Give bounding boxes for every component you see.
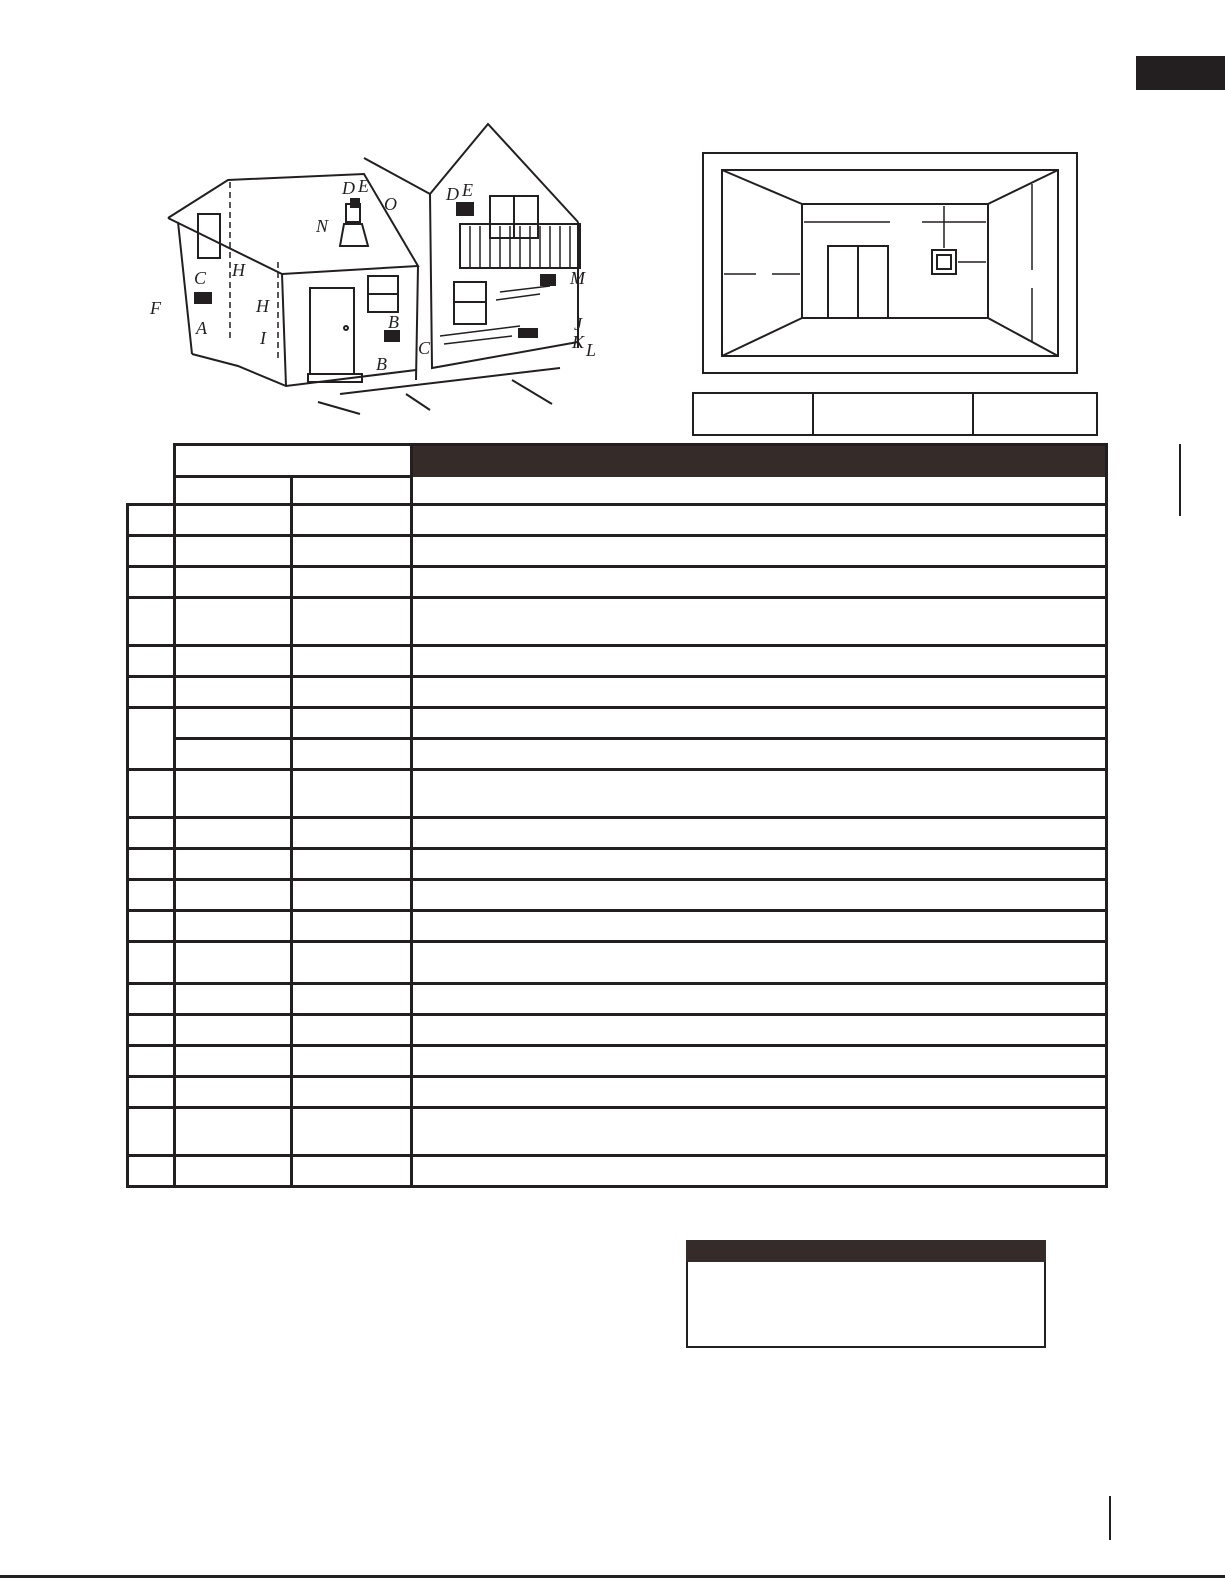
header-sub-cell: [292, 477, 412, 505]
footer-rule: [0, 1575, 1225, 1578]
room-table-cell: [973, 393, 1097, 435]
label-h-top: H: [232, 260, 245, 280]
table-corner: [128, 445, 175, 477]
label-o: O: [384, 194, 397, 214]
label-i: I: [260, 328, 266, 348]
side-rule: [1179, 444, 1181, 516]
label-e-wall: E: [462, 180, 473, 200]
table-row: [128, 505, 1107, 536]
table-row: [128, 818, 1107, 849]
table-row: [128, 739, 1107, 770]
label-c-right: C: [418, 338, 431, 358]
room-clearance-diagram: [702, 152, 1078, 374]
label-e-roof: E: [358, 176, 369, 196]
room-table-cell: [693, 393, 813, 435]
label-d-wall: D: [446, 184, 459, 204]
label-m: M: [570, 268, 585, 288]
table-row: [128, 984, 1107, 1015]
table-row: [128, 567, 1107, 598]
table-row: [128, 942, 1107, 984]
vent-clearance-table: [126, 443, 1108, 1188]
header-sub-cell: [175, 477, 292, 505]
section-tab: [1136, 56, 1225, 90]
label-c-left: C: [194, 268, 207, 288]
room-dimension-table: [692, 392, 1098, 436]
label-f: F: [150, 298, 161, 318]
table-row: [128, 1015, 1107, 1046]
header-group-cell: [175, 445, 412, 477]
label-l: L: [586, 340, 597, 360]
table-row: [128, 849, 1107, 880]
table-row: [128, 646, 1107, 677]
header-description-cell: [412, 477, 1107, 505]
table-row: [128, 708, 1107, 739]
label-k: K: [572, 332, 585, 352]
table-row: [128, 1156, 1107, 1187]
house-vent-clearance-illustration: [140, 122, 620, 422]
table-row: [128, 1077, 1107, 1108]
table-row: [128, 911, 1107, 942]
note-box-header: [686, 1240, 1046, 1262]
header-dark-band: [412, 445, 1107, 477]
table-row: [128, 677, 1107, 708]
table-row: [128, 880, 1107, 911]
label-a: A: [196, 318, 207, 338]
table-row: [128, 536, 1107, 567]
room-table-cell: [813, 393, 973, 435]
label-b-bottom: B: [376, 354, 387, 374]
label-n: N: [316, 216, 329, 236]
label-j: J: [574, 314, 582, 334]
table-row: [128, 598, 1107, 646]
table-corner: [128, 477, 175, 505]
table-row: [128, 770, 1107, 818]
table-row: [128, 1046, 1107, 1077]
page-number-rule: [1109, 1496, 1111, 1540]
label-d-roof: D: [342, 178, 355, 198]
label-h-mid: H: [256, 296, 269, 316]
table-row: [128, 1108, 1107, 1156]
label-b-top: B: [388, 312, 399, 332]
